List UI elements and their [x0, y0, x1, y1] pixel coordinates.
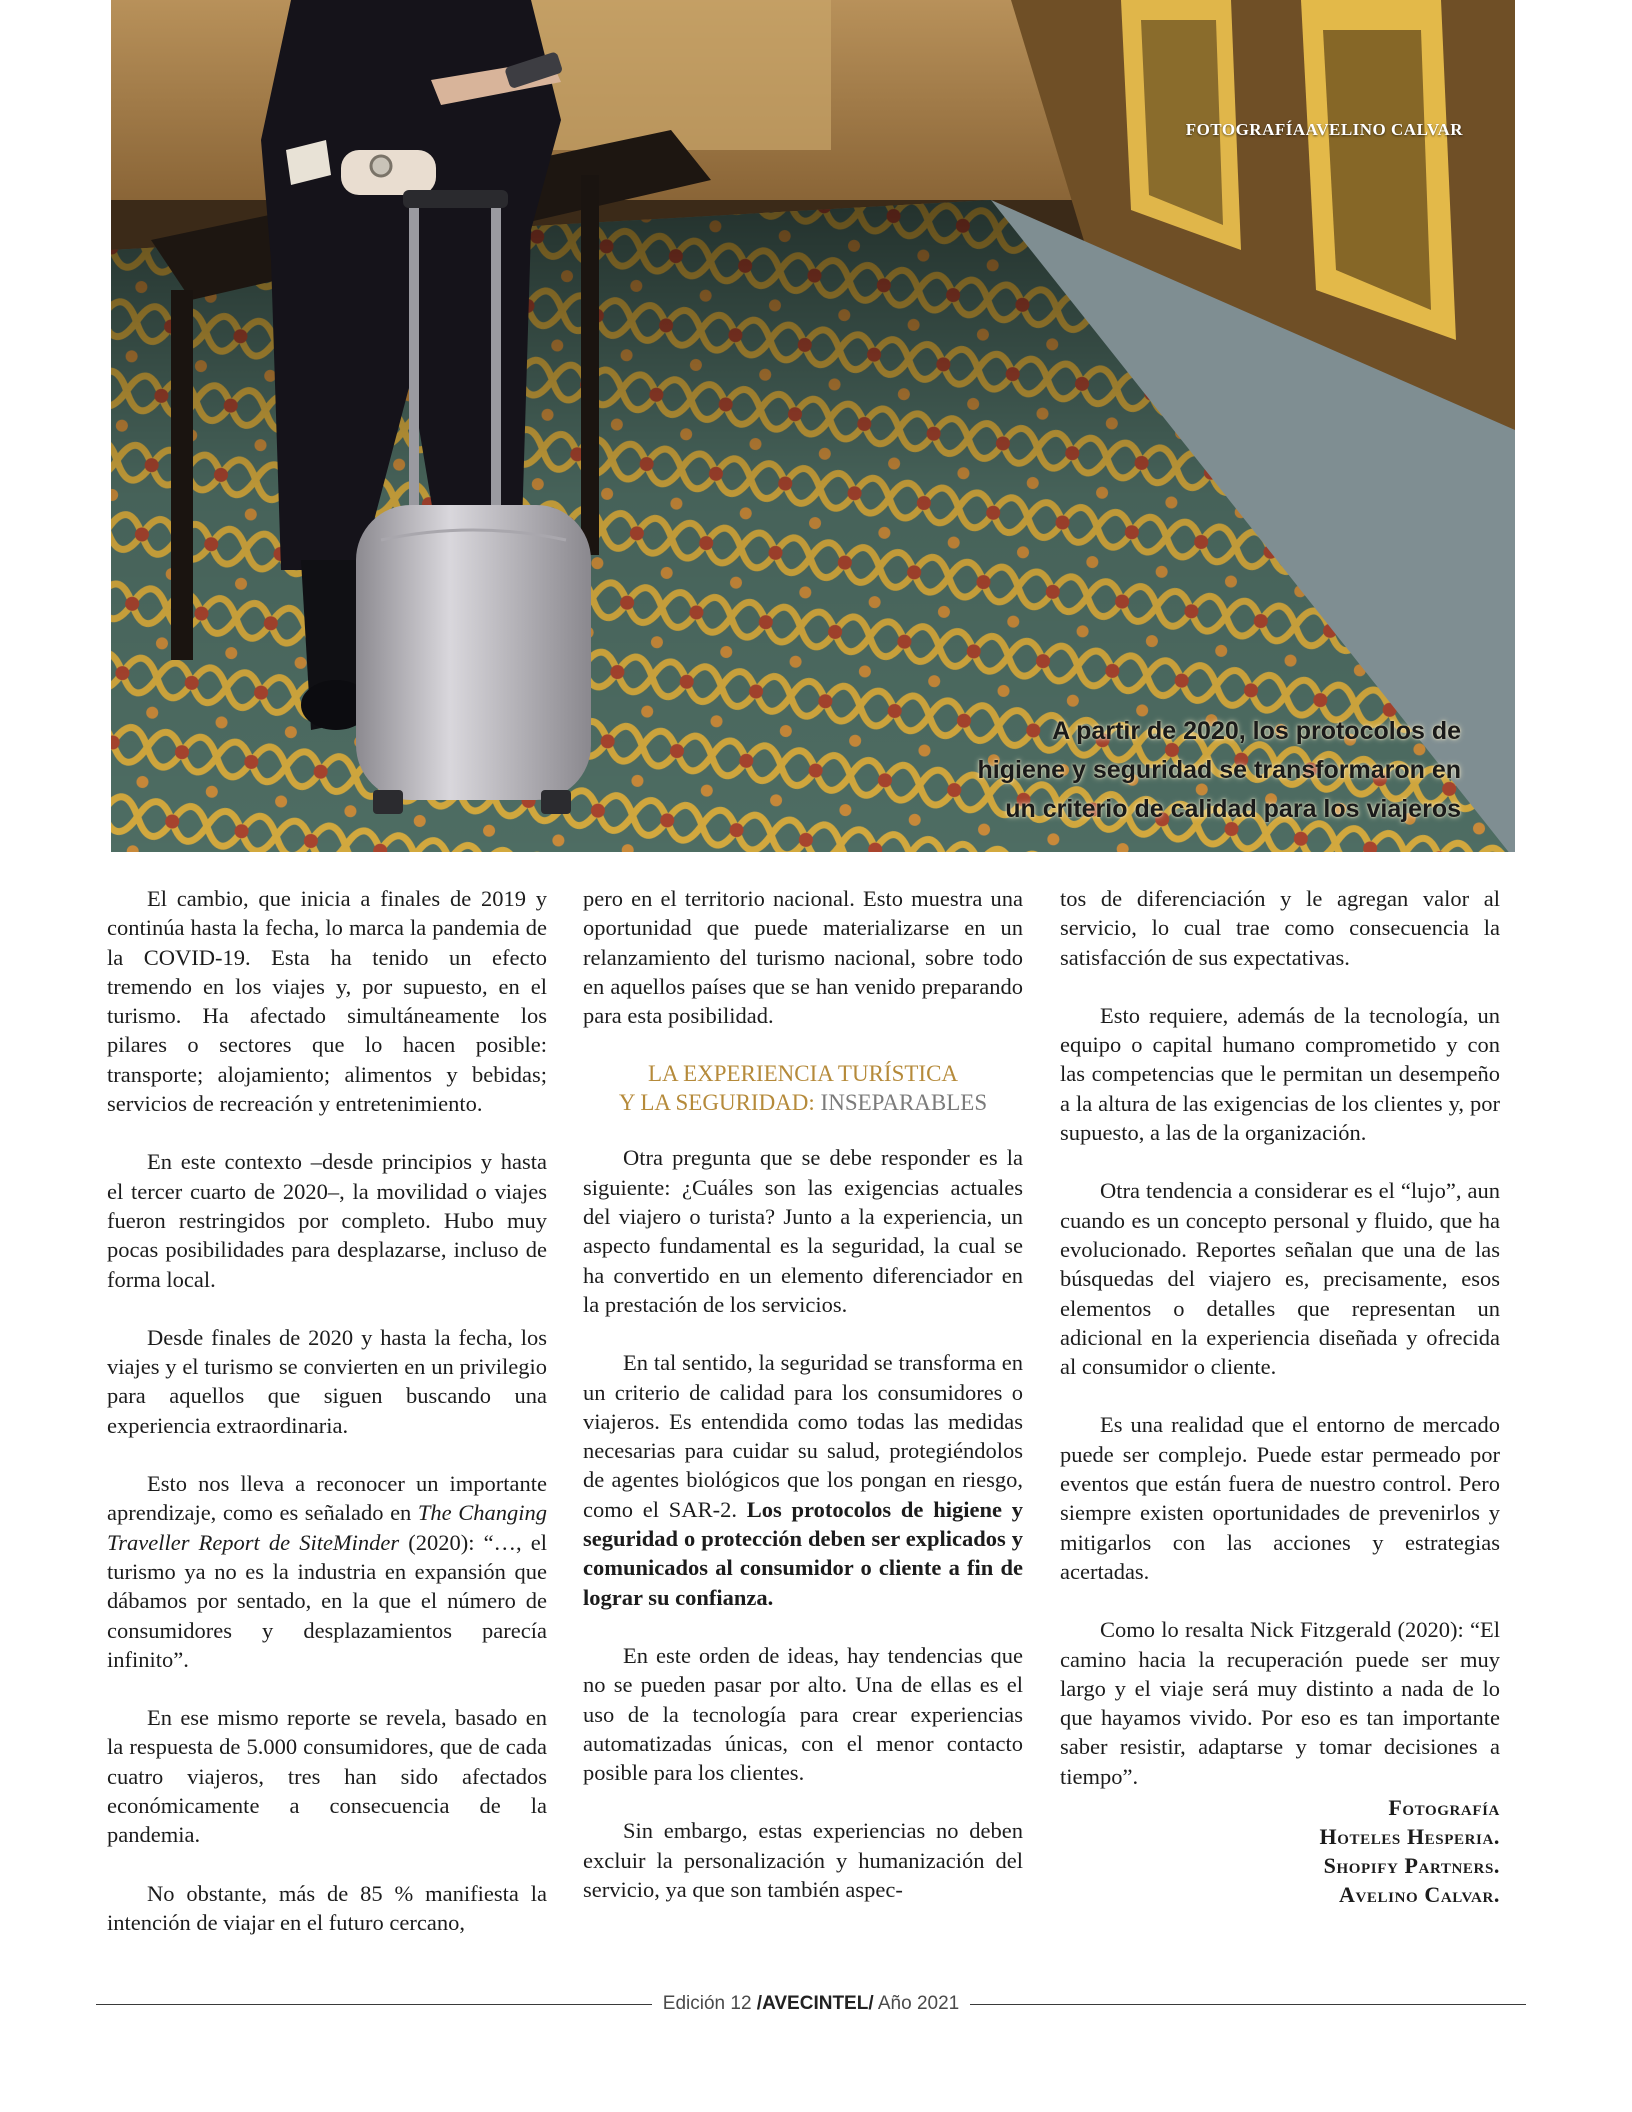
- caption-line: A partir de 2020, los protocolos de: [1052, 717, 1461, 745]
- paragraph: Como lo resalta Nick Fitzgerald (2020): “El camino hacia la recuperación puede ser muy largo y el viaje será muy distinto a nada de lo que hayamos vivido. Por eso es tan importante saber resistir, adaptarse y tomar decisiones a tiempo”.: [1060, 1617, 1500, 1789]
- paragraph-text: En tal sentido, la seguridad se transforma en un criterio de calidad para los consumidores o viajeros. Es entendida como todas las medidas necesarias para cuidar su salud, protegiéndolos de agentes biológicos que los pongan en riesgo, como el SAR-2.: [583, 1350, 1023, 1522]
- article-column-3: [1060, 884, 1500, 1909]
- heading-text: INSEPARABLES: [814, 1090, 988, 1116]
- paragraph: [583, 1348, 1023, 1612]
- photo-credit: FOTOGRAFÍAAVELINO CALVAR: [1185, 120, 1463, 139]
- paragraph-text: (2020): “…, el turismo ya no es la industria en expansión que dábamos por sentado, en la que el número de consumidores y desplazamientos parecía infinito”.: [107, 1529, 548, 1672]
- credit-line: Hoteles Hesperia.: [1319, 1824, 1500, 1850]
- credit-line: Fotografía: [1388, 1795, 1500, 1821]
- footer-divider: [970, 2004, 1526, 2005]
- paragraph: Sin embargo, estas experiencias no deben excluir la personalización y humanización del servicio, ya que son también aspec-: [583, 1818, 1023, 1903]
- paragraph: Otra tendencia a considerar es el “lujo”, aun cuando es un concepto personal y fluido, que ha evolucionado. Reportes señalan que una de las búsquedas del viajero es, precisamente, esos elementos o detalles que representan un adicional en la experiencia diseñada y ofrecida al consumidor o cliente.: [1060, 1178, 1500, 1380]
- footer-divider: [96, 2004, 652, 2005]
- heading-text: Y LA SEGURIDAD:: [618, 1090, 815, 1116]
- paragraph: Otra pregunta que se debe responder es la siguiente: ¿Cuáles son las exigencias actuales del viajero o turista? Junto a la experiencia, un aspecto fundamental es la seguridad, la cual se ha convertido en un elemento diferenciador en la prestación de los servicios.: [583, 1145, 1023, 1317]
- caption-line: un criterio de calidad para los viajeros: [1005, 795, 1461, 823]
- photo-caption: [861, 712, 1461, 829]
- paragraph-text: Esto nos lleva a reconocer un importante aprendizaje, como es señalado en: [107, 1471, 547, 1526]
- paragraph: Esto requiere, además de la tecnología, un equipo o capital humano comprometido y con las competencias que le permitan un desempeño a la altura de las exigencias de los clientes y, por supuesto, a las de la organización.: [1060, 1002, 1500, 1146]
- paragraph: En ese mismo reporte se revela, basado en la respuesta de 5.000 consumidores, que de cada cuatro viajeros, tres han sido afectados económicamente a consecuencia de la pandemia.: [107, 1705, 547, 1848]
- heading-line: LA EXPERIENCIA TURÍSTICA: [647, 1061, 959, 1087]
- caption-line: higiene y seguridad se transformaron en: [977, 756, 1461, 784]
- highlighted-text: Los protocolos de higiene y seguridad o protección deben ser explicados y comunicados al consumidor o cliente a fin de lograr su confianza.: [583, 1496, 1023, 1610]
- credit-line: Shopify Partners.: [1323, 1853, 1500, 1879]
- paragraph: [107, 1469, 547, 1674]
- page-footer: [652, 1990, 970, 2018]
- paragraph: No obstante, más de 85 % manifiesta la intención de viajar en el futuro cercano,: [107, 1880, 547, 1935]
- paragraph: Desde finales de 2020 y hasta la fecha, los viajes y el turismo se convierten en un privilegio para aquellos que siguen buscando una experiencia extraordinaria.: [107, 1324, 547, 1438]
- credit-line: Avelino Calvar.: [1339, 1882, 1500, 1908]
- publication-year: Año 2021: [877, 1993, 960, 2014]
- paragraph: Es una realidad que el entorno de mercado puede ser complejo. Puede estar permeado por eventos que están fuera de nuestro control. Pero siempre existen oportunidades de prevenirlos y mitigarlos con las acciones y estrategias acertadas.: [1060, 1412, 1500, 1584]
- paragraph: En este contexto –desde principios y hasta el tercer cuarto de 2020–, la movilidad o viajes fueron restringidos por completo. Hubo muy pocas posibilidades para desplazarse, incluso de forma local.: [107, 1149, 547, 1292]
- article-column-1: [107, 884, 547, 1937]
- report-title: The Changing Traveller Report de SiteMinder: [107, 1500, 547, 1555]
- photo-credits: [1060, 1793, 1500, 1909]
- section-heading: [583, 1059, 1023, 1117]
- edition-number: Edición 12: [662, 1993, 752, 2014]
- article-column-2: [583, 884, 1023, 1904]
- magazine-name: /AVECINTEL/: [756, 1993, 874, 2014]
- paragraph: El cambio, que inicia a finales de 2019 y continúa hasta la fecha, lo marca la pandemia de la COVID-19. Esta ha tenido un efecto tremendo en los viajes y, por supuesto, en el turismo. Ha afectado simultáneamente los pilares o sectores que lo hacen posible: transporte; alojamiento; alimentos y bebidas; servicios de recreación y entretenimiento.: [107, 886, 547, 1117]
- paragraph: En este orden de ideas, hay tendencias que no se pueden pasar por alto. Una de ellas es el uso de la tecnología para crear experiencias automatizadas únicas, con el menor contacto posible para los clientes.: [583, 1642, 1023, 1786]
- hero-photo: [111, 0, 1515, 852]
- paragraph: pero en el territorio nacional. Esto muestra una oportunidad que puede materializarse en un relanzamiento del turismo nacional, sobre todo en aquellos países que se han venido preparando para esta posibilidad.: [583, 886, 1023, 1029]
- paragraph: tos de diferenciación y le agregan valor al servicio, lo cual trae como consecuencia la satisfacción de sus expectativas.: [1060, 886, 1500, 970]
